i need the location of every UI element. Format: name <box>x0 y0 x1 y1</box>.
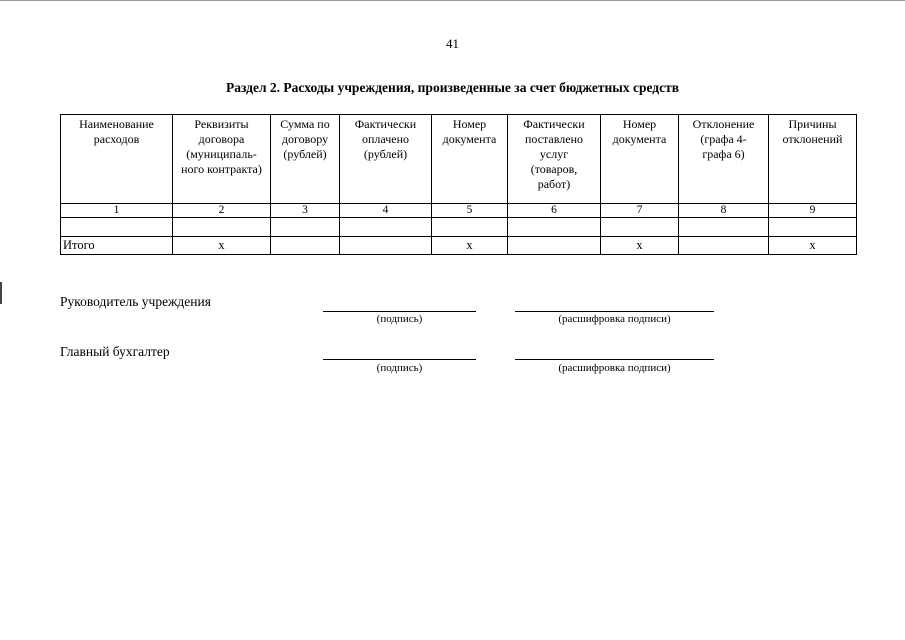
header-text-line: Фактически <box>523 117 585 131</box>
expenses-table <box>60 114 857 255</box>
header-text-line: (муниципаль- <box>186 147 257 161</box>
table-cell <box>271 218 340 237</box>
header-contract-sum <box>271 115 340 204</box>
header-text-line: Сумма по <box>280 117 330 131</box>
director-signature-line <box>323 311 476 312</box>
column-number: 6 <box>508 204 601 218</box>
column-number: 1 <box>61 204 173 218</box>
total-row <box>61 237 857 255</box>
header-text-line: (товаров, <box>530 162 578 176</box>
column-number: 9 <box>769 204 857 218</box>
table-cell <box>173 218 271 237</box>
header-text-line: Реквизиты <box>194 117 249 131</box>
total-label: Итого <box>61 237 173 255</box>
header-text-line: договору <box>281 132 329 146</box>
page-top-border <box>0 0 905 1</box>
header-text-line: расходов <box>93 132 140 146</box>
accountant-decode-caption: (расшифровка подписи) <box>558 362 671 374</box>
header-text-line: графа 6) <box>702 147 745 161</box>
header-text-line: Наименование <box>79 117 154 131</box>
total-cell <box>271 237 340 255</box>
total-cell <box>679 237 769 255</box>
accountant-decode-line <box>515 359 714 360</box>
table-header-row <box>61 115 857 204</box>
header-document-number <box>432 115 508 204</box>
page-number: 41 <box>446 36 459 51</box>
header-text-line: Номер <box>452 117 487 131</box>
header-text-line: ного контракта) <box>181 162 262 176</box>
header-actually-paid <box>340 115 432 204</box>
total-cell: x <box>601 237 679 255</box>
header-text-line: Фактически <box>354 117 417 131</box>
table-cell <box>61 218 173 237</box>
column-number: 7 <box>601 204 679 218</box>
director-signature-caption: (подпись) <box>376 313 423 325</box>
director-decode-line <box>515 311 714 312</box>
header-contract-details <box>173 115 271 204</box>
director-signature-title: Руководитель учреждения <box>60 294 211 309</box>
total-cell: x <box>769 237 857 255</box>
accountant-signature-line <box>323 359 476 360</box>
header-text-line: Причины <box>788 117 837 131</box>
header-deviation <box>679 115 769 204</box>
header-deviation-reasons <box>769 115 857 204</box>
column-number-row <box>61 204 857 218</box>
header-text-line: Номер <box>622 117 657 131</box>
header-text-line: услуг <box>539 147 569 161</box>
header-text-line: поставлено <box>524 132 583 146</box>
table-cell <box>679 218 769 237</box>
column-number: 8 <box>679 204 769 218</box>
chief-accountant-signature-title: Главный бухгалтер <box>60 344 170 359</box>
table-row <box>61 218 857 237</box>
total-cell <box>508 237 601 255</box>
total-cell <box>340 237 432 255</box>
header-text-line: документа <box>442 132 497 146</box>
total-cell: x <box>173 237 271 255</box>
table-cell <box>432 218 508 237</box>
header-text-line: договора <box>198 132 245 146</box>
table-cell <box>340 218 432 237</box>
section-title: Раздел 2. Расходы учреждения, произведенные за счет бюджетных средств <box>225 80 680 95</box>
table-cell <box>769 218 857 237</box>
table-cell <box>508 218 601 237</box>
column-number: 2 <box>173 204 271 218</box>
header-text-line: (рублей) <box>283 147 327 161</box>
header-text-line: Отклонение <box>692 117 755 131</box>
header-text-line: оплачено <box>361 132 410 146</box>
header-text-line: работ) <box>537 177 571 191</box>
accountant-signature-caption: (подпись) <box>376 362 423 374</box>
left-edge-mark <box>0 282 2 304</box>
header-text-line: отклонений <box>782 132 843 146</box>
column-number: 4 <box>340 204 432 218</box>
column-number: 5 <box>432 204 508 218</box>
header-expense-name <box>61 115 173 204</box>
header-text-line: (рублей) <box>363 147 408 161</box>
header-text-line: документа <box>612 132 667 146</box>
table-cell <box>601 218 679 237</box>
director-decode-caption: (расшифровка подписи) <box>558 313 671 325</box>
column-number: 3 <box>271 204 340 218</box>
header-text-line: (графа 4- <box>700 132 747 146</box>
header-actually-delivered <box>508 115 601 204</box>
total-cell: x <box>432 237 508 255</box>
header-document-number-2 <box>601 115 679 204</box>
